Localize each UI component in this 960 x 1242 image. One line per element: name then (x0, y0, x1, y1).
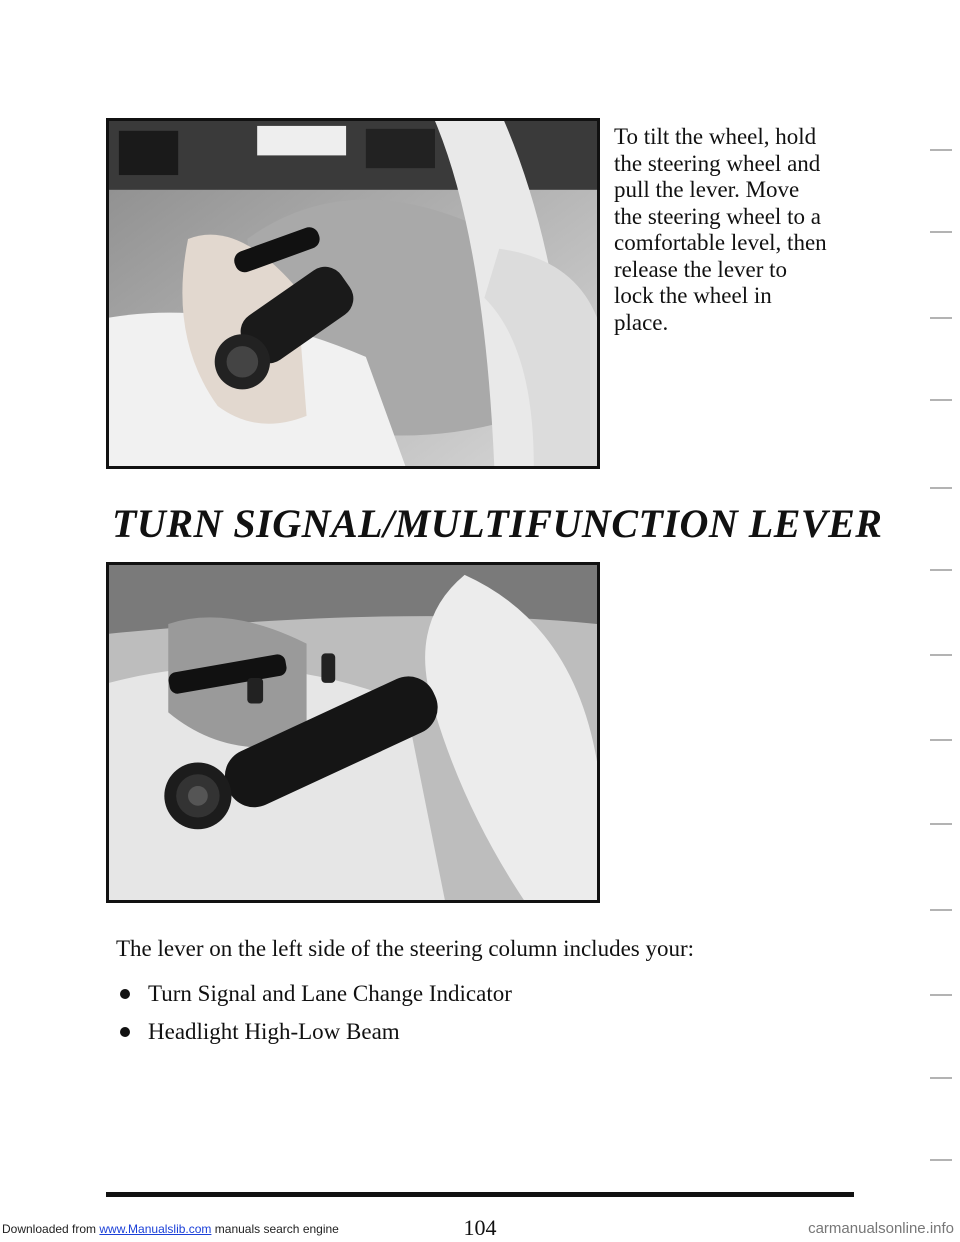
feature-label: Turn Signal and Lane Change Indicator (148, 981, 512, 1006)
margin-marks (900, 0, 960, 1200)
multifunction-lever-photo (106, 562, 600, 903)
feature-label: Headlight High-Low Beam (148, 1019, 400, 1044)
tilt-line: place. (614, 309, 669, 335)
tilt-line: the steering wheel and (614, 150, 821, 176)
feature-list (116, 976, 816, 1052)
intro-text: The lever on the left side of the steering column includes your: (116, 936, 695, 961)
download-prefix: Downloaded from (2, 1222, 100, 1236)
bullet-icon (120, 989, 130, 999)
tilt-line: lock the wheel in (614, 283, 772, 308)
tilt-instructions (614, 124, 894, 336)
tilt-line: release the lever to (614, 256, 788, 282)
tilt-line: pull the lever. Move (614, 177, 800, 202)
download-note (2, 1222, 339, 1236)
tilt-line: comfortable level, then (614, 230, 827, 255)
watermark: carmanualsonline.info (808, 1220, 954, 1237)
tilt-lever-photo (106, 118, 600, 469)
list-item (116, 1014, 816, 1050)
section-heading: TURN SIGNAL/MULTIFUNCTION LEVER (112, 501, 883, 546)
bullet-icon (120, 1027, 130, 1037)
download-suffix: manuals search engine (211, 1222, 339, 1236)
tilt-line: the steering wheel to a (614, 203, 821, 229)
page-number: 104 (463, 1215, 497, 1240)
list-item (116, 976, 816, 1012)
footer-rule (106, 1192, 854, 1197)
manualslib-link[interactable]: www.Manualslib.com (99, 1222, 212, 1236)
tilt-line: To tilt the wheel, hold (614, 124, 817, 149)
